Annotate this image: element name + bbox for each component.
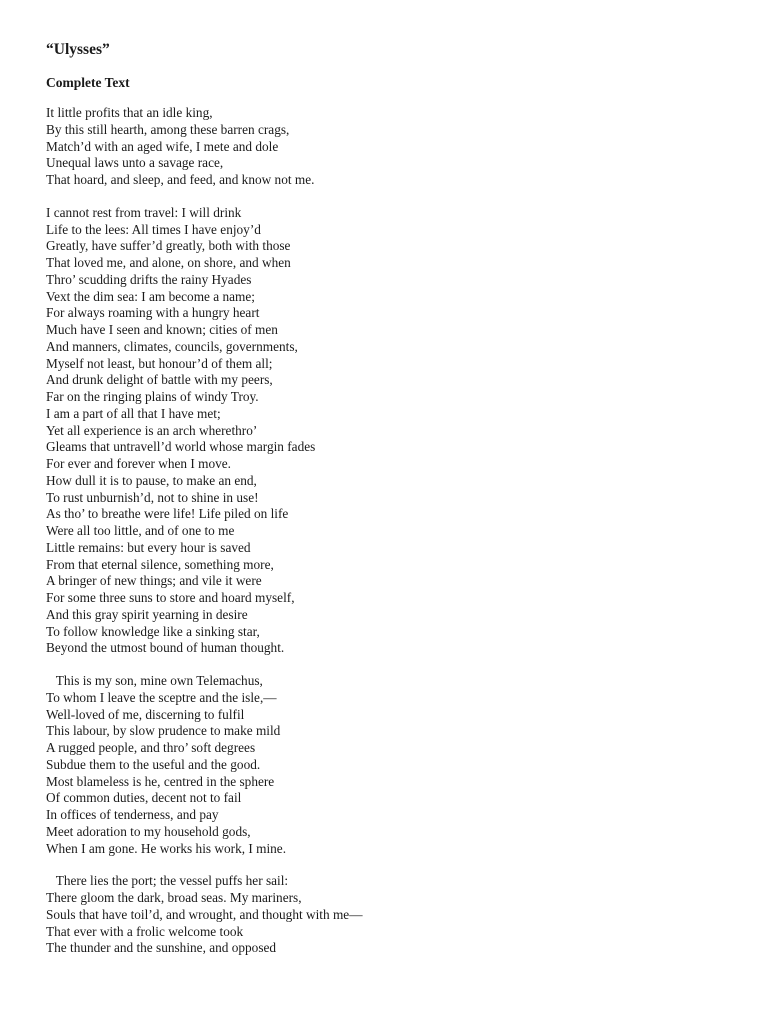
poem-line: I cannot rest from travel: I will drink (46, 204, 242, 220)
poem-line: For always roaming with a hungry heart (46, 305, 260, 321)
poem-line: As tho’ to breathe were life! Life piled on life (46, 506, 289, 522)
poem-line: Were all too little, and of one to me (46, 523, 235, 538)
poem-line: How dull it is to pause, to make an end, (46, 472, 257, 488)
poem-line: Souls that have toil’d, and wrought, and thought with me— (46, 906, 363, 922)
poem-line: That ever with a frolic welcome took (46, 923, 244, 939)
poem-line: That loved me, and alone, on shore, and when (46, 255, 291, 270)
section-heading: Complete Text (46, 75, 130, 90)
poem-line: This labour, by slow prudence to make mild (46, 723, 281, 739)
poem-line: For some three suns to store and hoard myself, (46, 590, 295, 605)
poem-line: A rugged people, and thro’ soft degrees (46, 740, 256, 755)
poem-line: When I am gone. He works his work, I mine. (46, 840, 287, 856)
poem-line: By this still hearth, among these barren crags, (46, 121, 290, 137)
poem-line: Life to the lees: All times I have enjoy’d (46, 221, 261, 237)
poem-line: Far on the ringing plains of windy Troy. (46, 389, 259, 404)
stanza (46, 205, 746, 657)
poem-line: Most blameless is he, centred in the sphere (46, 773, 275, 789)
poem-line: For ever and forever when I move. (46, 456, 231, 471)
poem-line: There gloom the dark, broad seas. My mariners, (46, 890, 302, 905)
poem-line: Meet adoration to my household gods, (46, 823, 251, 839)
poem-line: Myself not least, but honour’d of them all; (46, 355, 273, 371)
poem-line: Vext the dim sea: I am become a name; (46, 288, 255, 304)
document-page (46, 40, 746, 973)
poem-line: To follow knowledge like a sinking star, (46, 623, 260, 639)
poem-line: That hoard, and sleep, and feed, and know not me. (46, 172, 315, 187)
poem-line: Match’d with an aged wife, I mete and dole (46, 138, 279, 154)
poem-line: There lies the port; the vessel puffs her sail: (46, 873, 289, 889)
poem-line: Beyond the utmost bound of human thought. (46, 640, 285, 656)
poem-line: Gleams that untravell’d world whose margin fades (46, 439, 316, 455)
poem-line: And drunk delight of battle with my peers, (46, 372, 273, 388)
poem-line: To rust unburnish’d, not to shine in use! (46, 489, 259, 505)
poem-line: From that eternal silence, something more, (46, 556, 274, 572)
poem-title: “Ulysses” (46, 41, 110, 58)
poem-line: Of common duties, decent not to fail (46, 790, 242, 806)
poem-line: It little profits that an idle king, (46, 105, 213, 120)
poem-line: This is my son, mine own Telemachus, (46, 673, 263, 688)
poem-line: Greatly, have suffer’d greatly, both with those (46, 238, 291, 254)
stanza (46, 105, 746, 189)
poem-body (46, 105, 746, 957)
poem-line: And manners, climates, councils, governments, (46, 338, 298, 354)
poem-line: And this gray spirit yearning in desire (46, 606, 248, 622)
poem-line: In offices of tenderness, and pay (46, 807, 219, 822)
poem-line: Little remains: but every hour is saved (46, 539, 251, 555)
poem-line: Much have I seen and known; cities of men (46, 322, 278, 337)
poem-line: Yet all experience is an arch wherethro’ (46, 422, 258, 438)
poem-line: The thunder and the sunshine, and opposed (46, 940, 277, 956)
poem-line: Subdue them to the useful and the good. (46, 756, 261, 772)
poem-line: I am a part of all that I have met; (46, 405, 221, 421)
poem-line: Thro’ scudding drifts the rainy Hyades (46, 271, 252, 287)
stanza (46, 873, 746, 957)
poem-line: Unequal laws unto a savage race, (46, 155, 224, 171)
poem-line: Well-loved of me, discerning to fulfil (46, 706, 245, 722)
poem-line: A bringer of new things; and vile it were (46, 573, 262, 589)
stanza (46, 673, 746, 857)
poem-line: To whom I leave the sceptre and the isle,— (46, 689, 277, 705)
